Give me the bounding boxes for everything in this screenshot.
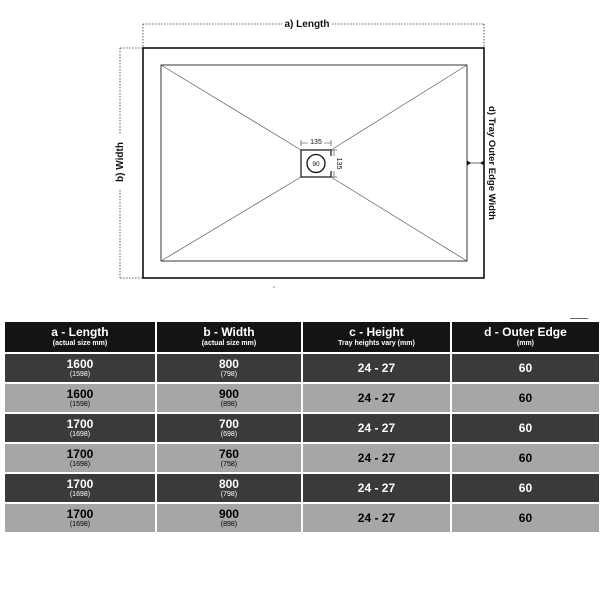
cell-edge: 60 [451,353,599,383]
cell-height: 24 - 27 [302,353,451,383]
outer-edge-label: d) Tray Outer Edge Width [486,106,497,220]
waste-outlet [301,137,342,177]
table-row [5,413,599,443]
cell-width: 700 (698) [156,413,302,443]
outer-edge-marker [467,106,497,220]
cell-width: 900 (898) [156,503,302,532]
width-label: b) Width [115,142,126,182]
width-dimension [115,48,143,278]
waste-diameter: 90 [312,161,320,168]
cell-length: 1700 (1698) [5,413,156,443]
cell-height: 24 - 27 [302,443,451,473]
length-dimension [143,19,484,48]
corner-mark [570,318,588,319]
cell-height: 24 - 27 [302,473,451,503]
cell-length: 1600 (1598) [5,353,156,383]
cell-edge: 60 [451,503,599,532]
table-row [5,383,599,413]
table-header-row [5,322,599,353]
cell-width: 900 (898) [156,383,302,413]
cell-width: 760 (758) [156,443,302,473]
stray-dot [273,286,274,287]
size-specification-table [5,322,599,532]
cell-width: 800 (798) [156,473,302,503]
header-outer-edge: d - Outer Edge (mm) [451,322,599,353]
cell-width: 800 (798) [156,353,302,383]
cell-edge: 60 [451,473,599,503]
header-length: a - Length (actual size mm) [5,322,156,353]
waste-width-label: 135 [310,139,322,146]
cell-edge: 60 [451,443,599,473]
cell-height: 24 - 27 [302,383,451,413]
cell-length: 1700 (1698) [5,473,156,503]
table-row [5,353,599,383]
header-width: b - Width (actual size mm) [156,322,302,353]
table-row [5,473,599,503]
header-height: c - Height Tray heights vary (mm) [302,322,451,353]
cell-length: 1700 (1698) [5,503,156,532]
cell-height: 24 - 27 [302,413,451,443]
length-label: a) Length [284,19,330,30]
cell-length: 1700 (1698) [5,443,156,473]
cell-length: 1600 (1598) [5,383,156,413]
table-row [5,443,599,473]
cell-edge: 60 [451,383,599,413]
waste-height-label: 135 [335,157,342,170]
cell-edge: 60 [451,413,599,443]
cell-height: 24 - 27 [302,503,451,532]
table-row [5,503,599,532]
